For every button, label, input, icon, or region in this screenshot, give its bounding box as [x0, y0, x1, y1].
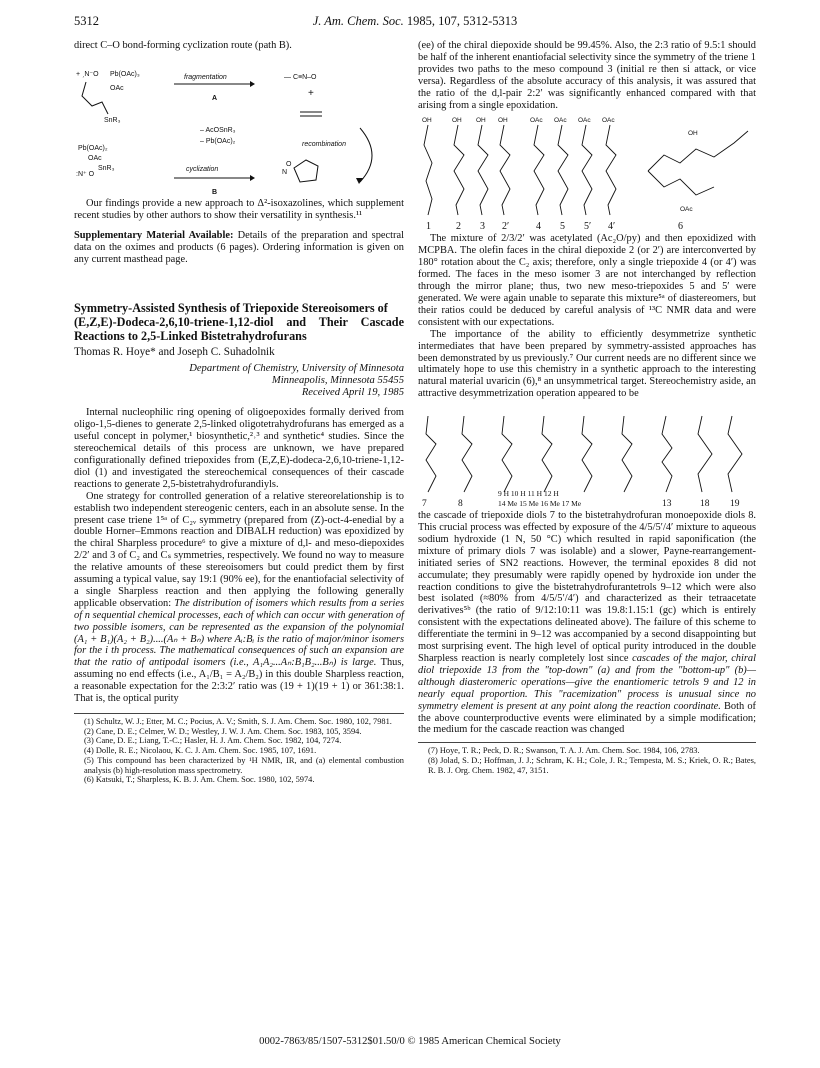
cmpd-label-1: 1	[426, 221, 431, 233]
cmpd-label-4: 4	[536, 221, 541, 233]
chain-2	[454, 125, 464, 215]
uvaricin-oh: OH	[688, 130, 698, 138]
p2-text: One strategy for controlled generation of a relative stereorelationship is to establish two independent stereogenic centers, each in an absolute sense. In the present case triene 1⁵ᵃ of C₂ᵥ symmetry (prepared from (Z)-oct-4-enedial by a double Horner–Emmons reaction and DIBALH reduction) was epoxidized by the chiral Sharpless procedure⁶ to give a mixture of d,l- and meso-diepoxides 2/2′ and 3 of C₂ and Cₛ symmetries, respectively. We found no way to measure the relative amounts of these stereoisomers but could predict them by first assuming a typical value, say 19:1 (90% ee), for the enantiofacial selectivity of a single Sharpless reaction and then applying the following generally applicable observation:	[74, 490, 404, 609]
cmpd-label-8: 8	[458, 499, 463, 510]
cmpd-label-2: 2	[456, 221, 461, 233]
pb-oac2-label: Pb(OAc)₂	[78, 144, 108, 152]
left-column	[74, 40, 404, 785]
affil-line-1: Department of Chemistry, University of Minnesota	[189, 363, 404, 375]
pb-oac3-label: Pb(OAc)₃	[110, 70, 140, 78]
journal-citation: 1985, 107, 5312-5313	[406, 14, 518, 28]
snr3-label-top: SnR₃	[104, 116, 121, 124]
oac-label-5p: OAc	[578, 117, 591, 125]
oac-label-bottom: OAc	[88, 154, 102, 162]
oh-label-3: OH	[476, 117, 486, 125]
reagent-1: – AcOSnR₃	[200, 126, 236, 134]
chain-4prime	[606, 125, 616, 215]
oh-label-2: OH	[452, 117, 462, 125]
page-footer: 0002-7863/85/1507-5312$01.50/0 © 1985 American Chemical Society	[259, 1036, 561, 1047]
ref-3: (3) Cane, D. E.; Liang, T.-C.; Hasler, H. J. Am. Chem. Soc. 1982, 104, 7274.	[84, 736, 342, 746]
nitrile-oxide-label: — C≡N–O	[284, 73, 317, 81]
oac-label-4p: OAc	[602, 117, 615, 125]
oac-label-4: OAc	[530, 117, 543, 125]
ref-4: (4) Dolle, R. E.; Nicolaou, K. C. J. Am. Chem. Soc. 1985, 107, 1691.	[84, 746, 317, 756]
oac-label-5: OAc	[554, 117, 567, 125]
cmpd-label-2prime: 2′	[502, 221, 510, 233]
page-number: 5312	[74, 14, 99, 28]
supp-text: Details of the preparation and spectral data on the oximes and products (6 pages). Ordering information is given on any current masthead page.	[74, 229, 404, 265]
cmpd-label-7: 7	[422, 499, 427, 510]
ref-7: (7) Hoye, T. R.; Peck, D. R.; Swanson, T. A. J. Am. Chem. Soc. 1984, 106, 2783.	[428, 746, 700, 756]
structure-18	[698, 416, 712, 492]
cmpd-label-6: 6	[678, 221, 683, 233]
cmpd-label-5: 5	[560, 221, 565, 233]
structure-11	[582, 416, 592, 492]
ref-1: (1) Schultz, W. J.; Etter, M. C.; Pocius, A. V.; Smith, S. J. Am. Chem. Soc. 1980, 102, 7981.	[84, 717, 392, 726]
chain-5	[558, 125, 568, 215]
ref-6: (6) Katsuki, T.; Sharpless, K. B. J. Am. Chem. Soc. 1980, 102, 5974.	[84, 775, 315, 785]
chain-3	[478, 125, 488, 215]
cmpd-labels-9-12: 9 H 10 H 11 H 12 H	[498, 489, 559, 499]
plus-sign: +	[308, 87, 314, 99]
references-left	[74, 713, 404, 785]
label-B: B	[212, 188, 218, 196]
cmpd-label-18: 18	[700, 499, 710, 510]
structure-12	[622, 416, 632, 492]
cyclization-arrowhead	[250, 175, 255, 181]
structure-8	[462, 416, 472, 492]
paragraph-1: Internal nucleophilic ring opening of oligoepoxides formally derived from oligo-1,5-dienes to generate 2,5-linked oligotetrahydrofurans has emerged as a useful concept in polymer,¹ biosynthetic,²˒³ and synthetic⁴ studies. Since the stereochemical details of this process are unknown, we have prepared configurationally defined triepoxides from (E,Z,E)-dodeca-2,6,10-triene-1,12-diol (1) and investigated the stereochemical consequences of their cascade reactions to generate 2,5-bistetrahydrofurandiyls.	[74, 407, 404, 490]
article-title	[74, 301, 404, 343]
supplementary-material	[74, 230, 404, 266]
structure-7	[426, 416, 436, 492]
n-atom: N	[282, 168, 288, 176]
right-paragraph-4	[418, 510, 756, 736]
oac-label-top: OAc	[110, 84, 124, 92]
recombination-arc	[360, 128, 372, 182]
structure-9	[502, 416, 512, 492]
reagent-2: – Pb(OAc)₂	[200, 137, 236, 145]
oh-label-4: OH	[498, 117, 508, 125]
cyclization-label: cyclization	[186, 165, 219, 173]
r4-tail: Both of the above counterproductive events were eliminated by a simple modification; the medium for the cascade reaction was changed	[418, 700, 756, 736]
title-line-1: Symmetry-Assisted Synthesis of Triepoxide Stereoisomers of	[74, 301, 388, 316]
right-paragraph-2: The mixture of 2/3/2′ was acetylated (Ac₂O/py) and then epoxidized with MCPBA. The olefin faces in the chiral diepoxide 2 (or 2′) are interconverted by 180° rotation about the C₂ axis; therefore, only a single triepoxide 4 (or 4′) was formed. The faces in the meso isomer 3 are not interchanged by reflection through the mirror plane; thus, two new meso-triepoxides 5 and 5′ were generated. We were again unable to separate this mixture⁵ᵃ of diastereomers, but their ratios could be deduced by careful analysis of ¹³C NMR data and were consistent with our expectations.	[418, 233, 756, 328]
structure-10	[542, 416, 552, 492]
journal-title: J. Am. Chem. Soc.	[312, 14, 404, 28]
cmpd-label-5prime: 5′	[584, 221, 592, 233]
cmpd-label-19: 19	[730, 499, 740, 510]
n-oxide-bottom: :N⁺ O	[76, 170, 95, 178]
uvaricin-oac: OAc	[680, 206, 693, 214]
oh-label-1: OH	[422, 117, 432, 125]
page-header	[74, 14, 756, 32]
chain-1	[424, 125, 432, 215]
label-A: A	[212, 94, 218, 102]
references-right	[418, 742, 756, 775]
structure-19	[728, 416, 742, 492]
right-paragraph-1: (ee) of the chiral diepoxide should be 99.45%. Also, the 2:3 ratio of 9.5:1 should be half of the inherent enantiofacial selectivity since the symmetry of the triene 1 provides two paths to the meso compound 3 (initial re then si attack, or vice versa). Regardless of the absolute accuracy of this analysis, it was assured that the ratio of the d,l-pair 2:2′ was significantly enhanced compared with that arising from a single epoxidation.	[418, 40, 756, 111]
right-paragraph-3: The importance of the ability to efficiently desymmetrize synthetic intermediates that have been prepared by symmetry-assisted approaches has been demonstrated by us previously.⁷ Our current needs are no different since we ultimately hope to use this chemistry in a synthetic approach to the interesting natural material uvaricin (6),⁸ an unsymmetrical target. Stereochemistry aside, an attractive desymmetrization operation appeared to be	[418, 328, 756, 400]
cmpd-label-3: 3	[480, 221, 485, 233]
prev-article-closing: Our findings provide a new approach to Δ²-isoxazolines, which supplement recent studies by other authors to show their versatility in synthesis.¹¹	[74, 197, 404, 221]
ref-5: (5) This compound has been characterized by ¹H NMR, IR, and (a) elemental combustion analysis (b) high-resolution mass spectrometry.	[84, 755, 404, 775]
p2-tail: Thus, assuming no end effects (i.e., A₁/B₁ = A₂/B₂) in this double Sharpless reaction, a reasonable expectation for the 2:3:2′ ratio was (19 + 1)(19 + 1) or 361:38:1. That is, the optical purity	[74, 657, 404, 705]
bistetrahydrofuran-figure	[418, 404, 756, 510]
triepoxide-structures-figure	[418, 115, 756, 233]
structure-13	[662, 416, 672, 492]
paragraph-2	[74, 491, 404, 705]
p2-italic: The distribution of isomers which results from a series of n sequential chemical processes, each of which can occur with generation of two possible isomers, can be represented as the expansion of the polynomial (A₁ + B₁)(A₂ + B₂)....(Aₙ + Bₙ) where Aᵢ:Bᵢ is the ratio of major/minor isomers for the i th process. The mathematical consequences of such an expansion are that the ratio of antipodal isomers (i.e., A₁A₂...Aₙ:B₁B₂...Bₙ) is large.	[74, 597, 404, 669]
journal-header	[74, 14, 756, 29]
ref-2: (2) Cane, D. E.; Celmer, W. D.; Westley, J. W. J. Am. Chem. Soc. 1983, 105, 3594.	[84, 726, 362, 736]
chain-top-left	[82, 82, 108, 114]
title-line-2: (E,Z,E)-Dodeca-2,6,10-triene-1,12-diol and Their Cascade Reactions to 2,5-Linked Bistetrahydrofurans	[74, 315, 404, 344]
fragmentation-label: fragmentation	[184, 73, 227, 81]
prev-article-intro: direct C–O bond-forming cyclization route (path B).	[74, 40, 292, 51]
chain-4	[534, 125, 544, 215]
recombination-arrowhead	[356, 178, 363, 184]
isoxazoline-scheme	[74, 56, 404, 198]
o-atom: O	[286, 160, 292, 168]
chain-2prime	[500, 125, 510, 215]
received-date: Received April 19, 1985	[301, 387, 404, 399]
snr3-label-bottom: SnR₃	[98, 164, 115, 172]
cmpd-label-13: 13	[662, 499, 672, 510]
recombination-label: recombination	[302, 140, 346, 148]
r4-italic: cascades of the major, chiral diol triepoxide 13 from the "top-down" (a) and from the "bottom-up" (b)—although diasteromeric operations—give the enantiomeric tetrols 9 and 12 in nearly equal proportion. This "racemization" process is unusual since no symmetry element is present at any point along the reaction coordinate.	[418, 653, 757, 712]
cmpd-label-4prime: 4′	[608, 221, 616, 233]
supp-heading: Supplementary Material Available:	[74, 229, 234, 241]
isoxazoline-ring	[294, 160, 318, 182]
authors: Thomas R. Hoye* and Joseph C. Suhadolnik	[74, 346, 275, 359]
affiliation	[74, 363, 404, 399]
n-oxide-top: + ˏN⁻O	[76, 70, 99, 78]
affil-line-2: Minneapolis, Minnesota 55455	[271, 375, 404, 387]
ref-8: (8) Jolad, S. D.; Hoffman, J. J.; Schram, K. H.; Cole, J. R.; Tempesta, M. S.; Kriek, O. R.; Bates, R. B. J. Org. Chem. 1982, 47, 3151.	[428, 756, 756, 775]
cmpd-labels-14-17: 14 Me 15 Me 16 Me 17 Me	[498, 499, 582, 509]
r4-text: the cascade of triepoxide diols 7 to the bistetrahydrofuran monoepoxide diols 8. This crucial process was effected by exposure of the 4/5/5′/4′ mixture to aqueous sodium hydroxide (1 N, 50 °C) which resulted in rapid saponification (the mixture of primary diols 7 was isolable) and a slower, Payne-rearrangement-initiated series of SN2 reactions. However, the terminal epoxides 8 did not accumulate; they presumably were rapidly opened by hydroxide ion under the reaction conditions to give the bistetrahydrofurantetrols 9–12 which were also best isolated (≈80% from 4/5/5′/4′) and characterized as their tetraacetate derivatives⁵ᵇ (the ratio of 9/12:10:11 was 19.8:1.15:1 (gc) which is entirely consistent with the expectations delineated above). The failure of this scheme to differentiate the termini in 9–12 was accompanied by a second disappointing but most surprising event. The high level of optical purity introduced in the double Sharpless reaction is nearly completely lost since	[418, 510, 756, 664]
chain-5prime	[582, 125, 592, 215]
fragmentation-arrowhead	[250, 81, 255, 87]
uvaricin-structure	[648, 131, 748, 195]
right-column	[418, 40, 756, 775]
